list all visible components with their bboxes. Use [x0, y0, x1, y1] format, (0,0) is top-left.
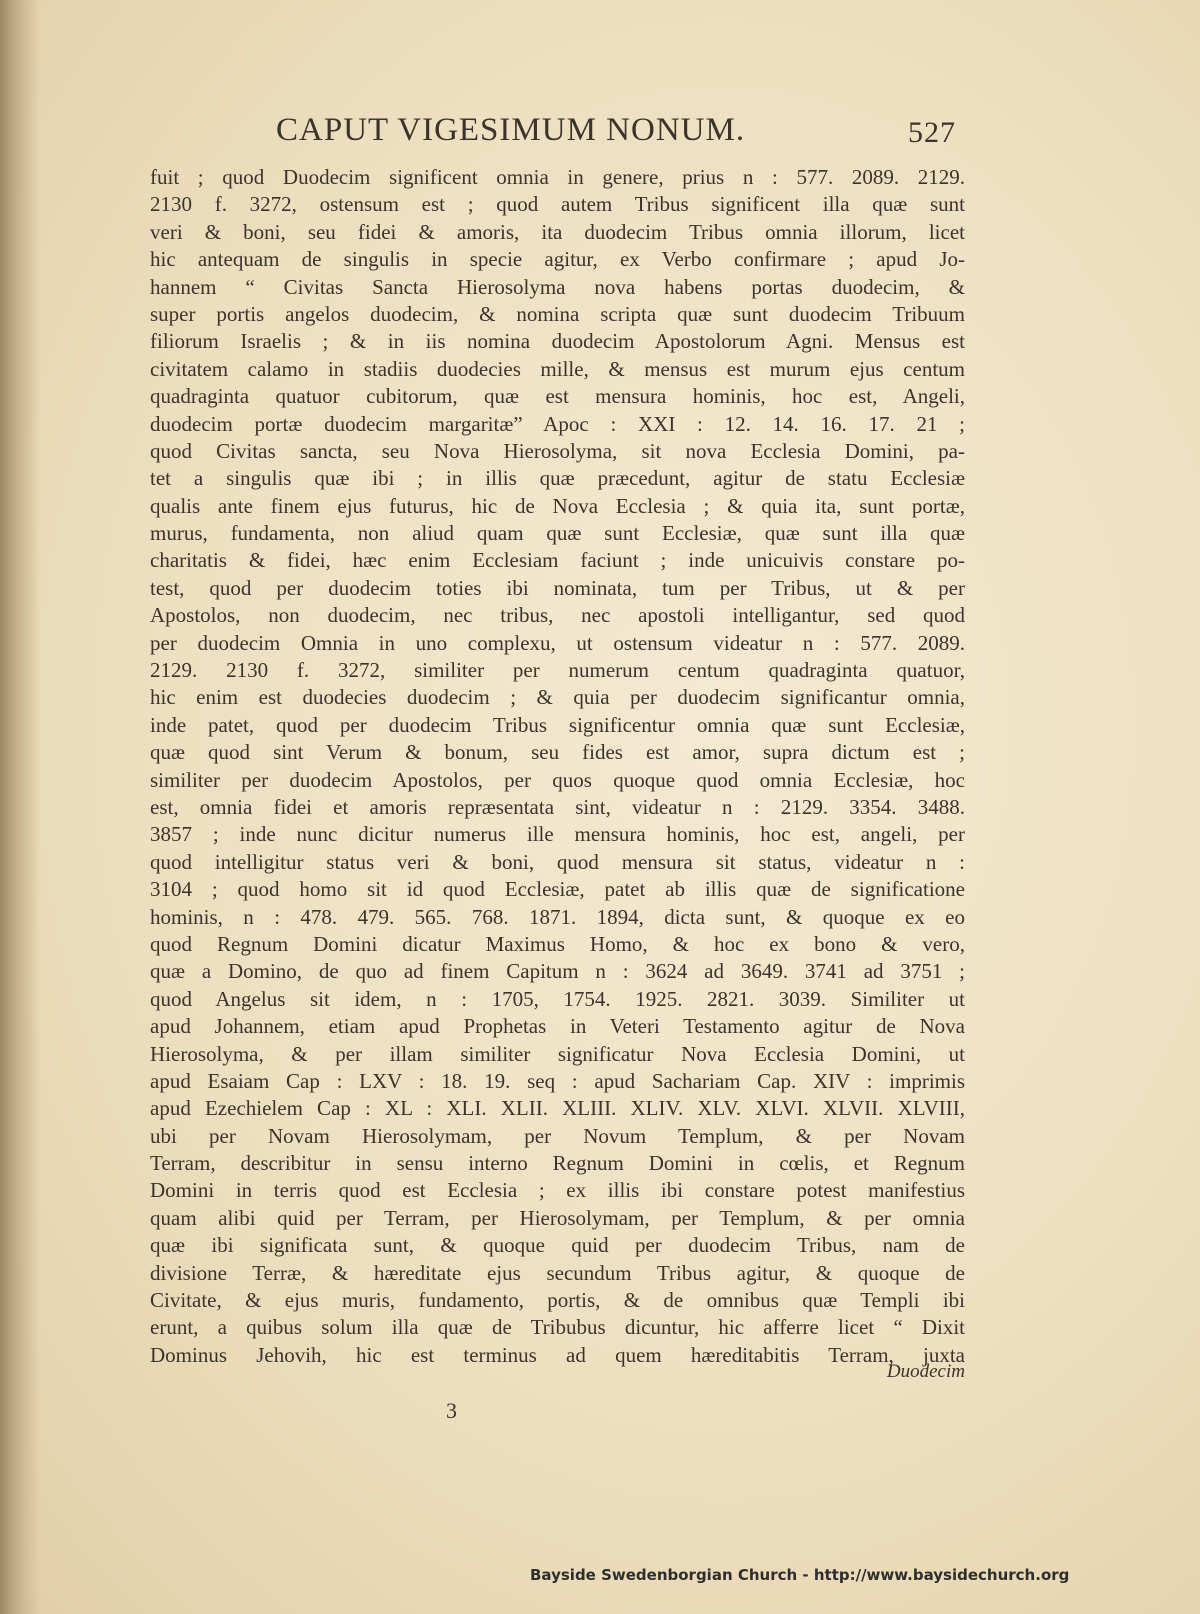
text-line: apud Johannem, etiam apud Prophetas in Veteri Testamento agitur de Nova [150, 1014, 965, 1039]
page-number: 527 [908, 116, 956, 149]
text-line: super portis angelos duodecim, & nomina scripta quæ sunt duodecim Tribuum [150, 301, 965, 326]
text-line: Terram, describitur in sensu interno Regnum Domini in cœlis, et Regnum [150, 1151, 965, 1176]
body-text [150, 164, 965, 1369]
text-line: veri & boni, seu fidei & amoris, ita duodecim Tribus omnia illorum, licet [150, 219, 965, 244]
text-line: test, quod per duodecim toties ibi nominata, tum per Tribus, ut & per [150, 575, 965, 600]
text-line: 3857 ; inde nunc dicitur numerus ille mensura hominis, hoc est, angeli, per [150, 822, 965, 847]
text-line: 2130 f. 3272, ostensum est ; quod autem Tribus significent illa quæ sunt [150, 192, 965, 217]
text-line: Civitate, & ejus muris, fundamento, portis, & de omnibus quæ Templi ibi [150, 1288, 965, 1313]
text-line: inde patet, quod per duodecim Tribus significentur omnia quæ sunt Ecclesiæ, [150, 712, 965, 737]
text-line: ubi per Novam Hierosolymam, per Novum Templum, & per Novam [150, 1123, 965, 1148]
text-line: quæ a Domino, de quo ad finem Capitum n : 3624 ad 3649. 3741 ad 3751 ; [150, 959, 965, 984]
text-line: quam alibi quid per Terram, per Hierosolymam, per Templum, & per omnia [150, 1205, 965, 1230]
text-line: quæ ibi significata sunt, & quoque quid per duodecim Tribus, nam de [150, 1233, 965, 1258]
text-line: duodecim portæ duodecim margaritæ” Apoc : XXI : 12. 14. 16. 17. 21 ; [150, 411, 965, 436]
text-line: similiter per duodecim Apostolos, per quos quoque quod omnia Ecclesiæ, hoc [150, 767, 965, 792]
text-line: apud Ezechielem Cap : XL : XLI. XLII. XLIII. XLIV. XLV. XLVI. XLVII. XLVIII, [150, 1096, 965, 1121]
text-line: quod Angelus sit idem, n : 1705, 1754. 1925. 2821. 3039. Similiter ut [150, 986, 965, 1011]
text-line: hannem “ Civitas Sancta Hierosolyma nova habens portas duodecim, & [150, 274, 965, 299]
text-line: qualis ante finem ejus futurus, hic de Nova Ecclesia ; & quia ita, sunt portæ, [150, 493, 965, 518]
text-line: Domini in terris quod est Ecclesia ; ex illis ibi constare potest manifestius [150, 1178, 965, 1203]
text-line: murus, fundamenta, non aliud quam quæ sunt Ecclesiæ, quæ sunt illa quæ [150, 521, 965, 546]
text-line: charitatis & fidei, hæc enim Ecclesiam faciunt ; inde unicuivis constare po- [150, 548, 965, 573]
text-line: hic enim est duodecies duodecim ; & quia per duodecim significantur omnia, [150, 685, 965, 710]
text-line: divisione Terræ, & hæreditate ejus secundum Tribus agitur, & quoque de [150, 1260, 965, 1285]
text-line: Hierosolyma, & per illam similiter significatur Nova Ecclesia Domini, ut [150, 1041, 965, 1066]
chapter-title: CAPUT VIGESIMUM NONUM. [276, 112, 746, 148]
text-line: hic antequam de singulis in specie agitur, ex Verbo confirmare ; apud Jo- [150, 247, 965, 272]
text-line: tet a singulis quæ ibi ; in illis quæ præcedunt, agitur de statu Ecclesiæ [150, 466, 965, 491]
text-line: quadraginta quatuor cubitorum, quæ est mensura hominis, hoc est, Angeli, [150, 384, 965, 409]
text-line: hominis, n : 478. 479. 565. 768. 1871. 1894, dicta sunt, & quoque ex eo [150, 904, 965, 929]
signature-mark: 3 [446, 1398, 457, 1423]
footer-credit: Bayside Swedenborgian Church - http://www.baysidechurch.org [530, 1566, 1070, 1584]
catchword: Duodecim [886, 1361, 965, 1382]
text-line: est, omnia fidei et amoris repræsentata sint, videatur n : 2129. 3354. 3488. [150, 794, 965, 819]
text-line: Dominus Jehovih, hic est terminus ad quem hæreditabitis Terram, juxta [150, 1342, 965, 1367]
text-line: per duodecim Omnia in uno complexu, ut ostensum videatur n : 577. 2089. [150, 630, 965, 655]
text-line: quod Civitas sancta, seu Nova Hierosolyma, sit nova Ecclesia Domini, pa- [150, 438, 965, 463]
text-line: 2129. 2130 f. 3272, similiter per numerum centum quadraginta quatuor, [150, 658, 965, 683]
page-gutter-shadow [0, 0, 40, 1614]
text-line: filiorum Israelis ; & in iis nomina duodecim Apostolorum Agni. Mensus est [150, 329, 965, 354]
text-line: quod Regnum Domini dicatur Maximus Homo, & hoc ex bono & vero, [150, 931, 965, 956]
text-line: fuit ; quod Duodecim significent omnia in genere, prius n : 577. 2089. 2129. [150, 165, 965, 189]
text-line: quod intelligitur status veri & boni, quod mensura sit status, videatur n : [150, 849, 965, 874]
text-line: civitatem calamo in stadiis duodecies mille, & mensus est murum ejus centum [150, 356, 965, 381]
running-head [270, 108, 970, 156]
text-line: erunt, a quibus solum illa quæ de Tribubus dicuntur, hic afferre licet “ Dixit [150, 1315, 965, 1340]
text-line: apud Esaiam Cap : LXV : 18. 19. seq : apud Sachariam Cap. XIV : imprimis [150, 1068, 965, 1093]
text-line: 3104 ; quod homo sit id quod Ecclesiæ, patet ab illis quæ de significatione [150, 877, 965, 902]
text-line: quæ quod sint Verum & bonum, seu fides est amor, supra dictum est ; [150, 740, 965, 765]
text-line: Apostolos, non duodecim, nec tribus, nec apostoli intelligantur, sed quod [150, 603, 965, 628]
